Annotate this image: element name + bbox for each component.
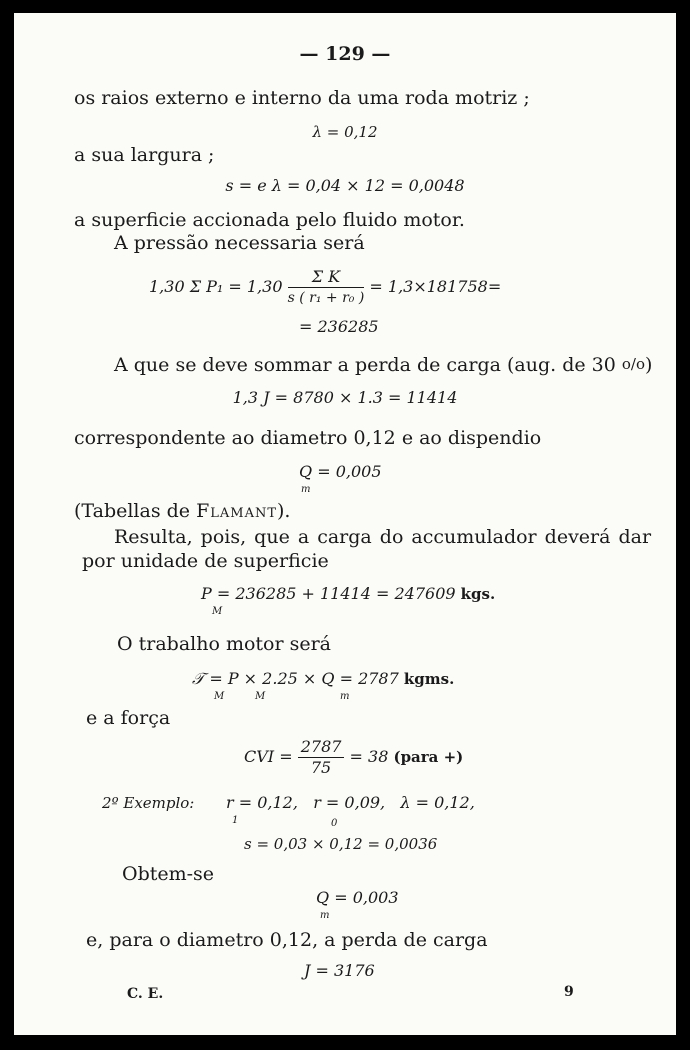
subscript: m	[320, 910, 330, 921]
subscript: M	[255, 691, 266, 702]
text-span: )	[645, 354, 653, 376]
equation-j: 1,3 J = 8780 × 1.3 = 11414	[232, 388, 458, 407]
unit: kgs.	[460, 585, 496, 603]
text-span: (Tabellas de	[74, 500, 197, 522]
eq-left: CVI =	[244, 747, 293, 766]
fraction-numerator: 2787	[298, 737, 345, 758]
text-line: os raios externo e interno da uma roda motriz ;	[74, 87, 530, 109]
equation-cv	[244, 737, 463, 778]
eq-text: P = 236285 + 11414 = 247609	[201, 584, 456, 603]
text-line: por unidade de superficie	[82, 550, 329, 572]
footer-signature: C. E.	[127, 986, 164, 1002]
eq-text: 𝒯 = P × 2.25 × Q = 2787	[192, 669, 399, 688]
fraction	[288, 267, 365, 308]
subscript: M	[214, 691, 225, 702]
text-span: A que se deve sommar a perda de carga (aug. de 30	[114, 354, 616, 376]
page-number: — 129 —	[299, 43, 391, 65]
text-line	[74, 500, 290, 522]
example-label: 2º Exemplo:	[102, 794, 195, 812]
fraction-numerator: Σ K	[288, 267, 365, 288]
eq-right: = 38	[349, 747, 389, 766]
eq-left: 1,30 Σ P₁ = 1,30	[149, 277, 283, 296]
eq-right: = 1,3×181758=	[369, 277, 502, 296]
book-page	[14, 13, 676, 1035]
author-name: Flamant	[196, 500, 278, 522]
note: (para +)	[393, 748, 464, 766]
text-line: Resulta, pois, que a carga do accumulador deverá dar	[114, 526, 652, 548]
fraction	[298, 737, 345, 778]
footer-signature-mark: 9	[564, 984, 574, 1000]
fraction-denominator: 75	[310, 758, 332, 777]
equation-q2: Q = 0,003	[316, 888, 399, 907]
text-line: Obtem-se	[122, 863, 215, 885]
subscript: m	[301, 484, 311, 495]
subscript: 0	[331, 818, 338, 829]
text-line: a sua largura ;	[74, 144, 215, 166]
text-line: e a força	[86, 707, 171, 729]
equation-s: s = e λ = 0,04 × 12 = 0,0048	[225, 176, 465, 195]
text-line: a superficie accionada pelo fluido motor.	[74, 209, 465, 231]
text-line: correspondente ao diametro 0,12 e ao dispendio	[74, 427, 542, 449]
unit: kgms.	[403, 670, 455, 688]
text-span: ).	[277, 500, 291, 522]
text-line: e, para o diametro 0,12, a perda de carga	[86, 929, 488, 951]
equation-pressure-result: = 236285	[299, 317, 379, 336]
fraction-denominator: s ( r₁ + r₀ )	[287, 290, 365, 306]
text-line: A pressão necessaria será	[114, 232, 365, 254]
subscript: 1	[232, 815, 239, 826]
equation-j2: J = 3176	[304, 961, 375, 980]
example-values: r = 0,12, r = 0,09, λ = 0,12,	[226, 793, 475, 812]
equation-q: Q = 0,005	[299, 462, 382, 481]
percent-sign: o/o	[621, 355, 646, 373]
equation-pressure	[149, 267, 501, 308]
equation-s2: s = 0,03 × 0,12 = 0,0036	[244, 835, 438, 853]
equation-work	[192, 668, 454, 690]
text-line: O trabalho motor será	[117, 633, 332, 655]
equation-P	[201, 583, 495, 605]
equation-lambda: λ = 0,12	[312, 123, 378, 141]
subscript: M	[212, 606, 223, 617]
text-line	[114, 353, 652, 376]
subscript: m	[340, 691, 350, 702]
